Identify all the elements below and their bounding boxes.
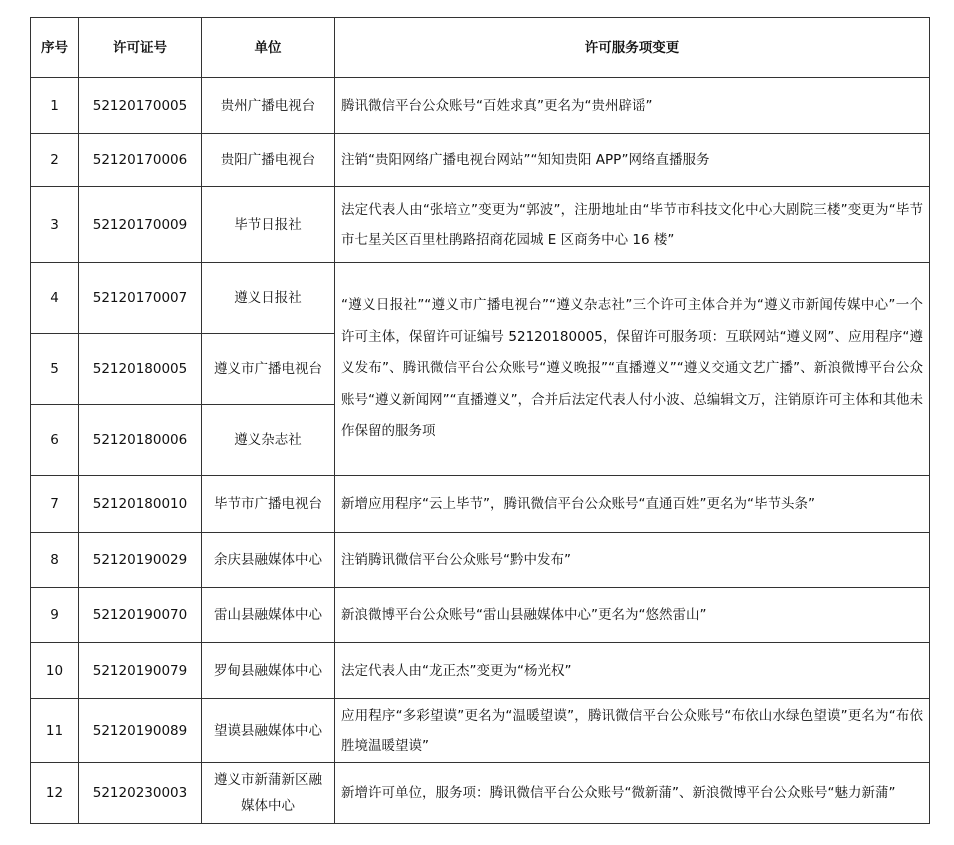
- table-row: [31, 763, 930, 824]
- row-seq: 5: [31, 334, 79, 405]
- table-row: [31, 643, 930, 699]
- row-seq: 7: [31, 476, 79, 533]
- row-license: 52120180010: [79, 476, 202, 533]
- table-row: [31, 187, 930, 263]
- row-unit: 毕节市广播电视台: [202, 476, 335, 533]
- row-license: 52120190089: [79, 699, 202, 763]
- row-license: 52120170007: [79, 263, 202, 334]
- table-row: [31, 263, 930, 334]
- row-license: 52120170006: [79, 134, 202, 187]
- row-change: 法定代表人由“张培立”变更为“郭波”，注册地址由“毕节市科技文化中心大剧院三楼”变更为“毕节市七星关区百里杜鹃路招商花园城 E 区商务中心 16 楼”: [335, 187, 930, 263]
- row-seq: 8: [31, 533, 79, 588]
- row-license: 52120190079: [79, 643, 202, 699]
- row-unit: 遵义市新蒲新区融媒体中心: [202, 763, 335, 824]
- table-row: [31, 699, 930, 763]
- row-license: 52120230003: [79, 763, 202, 824]
- row-seq: 6: [31, 405, 79, 476]
- row-change: 腾讯微信平台公众账号“百姓求真”更名为“贵州辟谣”: [335, 78, 930, 134]
- header-unit: 单位: [202, 18, 335, 78]
- row-unit: 毕节日报社: [202, 187, 335, 263]
- header-seq: 序号: [31, 18, 79, 78]
- row-unit: 雷山县融媒体中心: [202, 588, 335, 643]
- table-header-row: [31, 18, 930, 78]
- row-seq: 4: [31, 263, 79, 334]
- row-unit: 遵义日报社: [202, 263, 335, 334]
- row-unit: 罗甸县融媒体中心: [202, 643, 335, 699]
- row-seq: 12: [31, 763, 79, 824]
- table-row: [31, 533, 930, 588]
- row-change: 注销“贵阳网络广播电视台网站”“知知贵阳 APP”网络直播服务: [335, 134, 930, 187]
- row-license: 52120190029: [79, 533, 202, 588]
- table-row: [31, 476, 930, 533]
- row-license: 52120180006: [79, 405, 202, 476]
- row-unit: 贵阳广播电视台: [202, 134, 335, 187]
- row-license: 52120170005: [79, 78, 202, 134]
- row-seq: 10: [31, 643, 79, 699]
- row-change: 新增许可单位，服务项：腾讯微信平台公众账号“微新蒲”、新浪微博平台公众账号“魅力新蒲”: [335, 763, 930, 824]
- table-row: [31, 78, 930, 134]
- row-unit: 望谟县融媒体中心: [202, 699, 335, 763]
- row-change: 法定代表人由“龙正杰”变更为“杨光权”: [335, 643, 930, 699]
- row-unit: 遵义市广播电视台: [202, 334, 335, 405]
- table-row: [31, 588, 930, 643]
- row-license: 52120190070: [79, 588, 202, 643]
- row-change: 应用程序“多彩望谟”更名为“温暖望谟”，腾讯微信平台公众账号“布依山水绿色望谟”更名为“布依胜境温暖望谟”: [335, 699, 930, 763]
- row-unit: 贵州广播电视台: [202, 78, 335, 134]
- row-license: 52120170009: [79, 187, 202, 263]
- row-change-merged: “遵义日报社”“遵义市广播电视台”“遵义杂志社”三个许可主体合并为“遵义市新闻传媒中心”一个许可主体，保留许可证编号 52120180005，保留许可服务项：互联网站“遵义网”、应用程序“遵义发布”、腾讯微信平台公众账号“遵义晚报”“直播遵义”“遵义交通文艺广播”、新浪微博平台公众账号“遵义新闻网”“直播遵义”，合并后法定代表人付小波、总编辑文万，注销原许可主体和其他未作保留的服务项: [335, 263, 930, 476]
- row-unit: 余庆县融媒体中心: [202, 533, 335, 588]
- row-seq: 11: [31, 699, 79, 763]
- row-unit: 遵义杂志社: [202, 405, 335, 476]
- row-change: 新浪微博平台公众账号“雷山县融媒体中心”更名为“悠然雷山”: [335, 588, 930, 643]
- row-seq: 9: [31, 588, 79, 643]
- header-change: 许可服务项变更: [335, 18, 930, 78]
- table-row: [31, 134, 930, 187]
- row-seq: 1: [31, 78, 79, 134]
- row-seq: 2: [31, 134, 79, 187]
- header-license: 许可证号: [79, 18, 202, 78]
- row-license: 52120180005: [79, 334, 202, 405]
- row-change: 注销腾讯微信平台公众账号“黔中发布”: [335, 533, 930, 588]
- row-change: 新增应用程序“云上毕节”，腾讯微信平台公众账号“直通百姓”更名为“毕节头条”: [335, 476, 930, 533]
- permit-change-table: [30, 17, 930, 824]
- row-seq: 3: [31, 187, 79, 263]
